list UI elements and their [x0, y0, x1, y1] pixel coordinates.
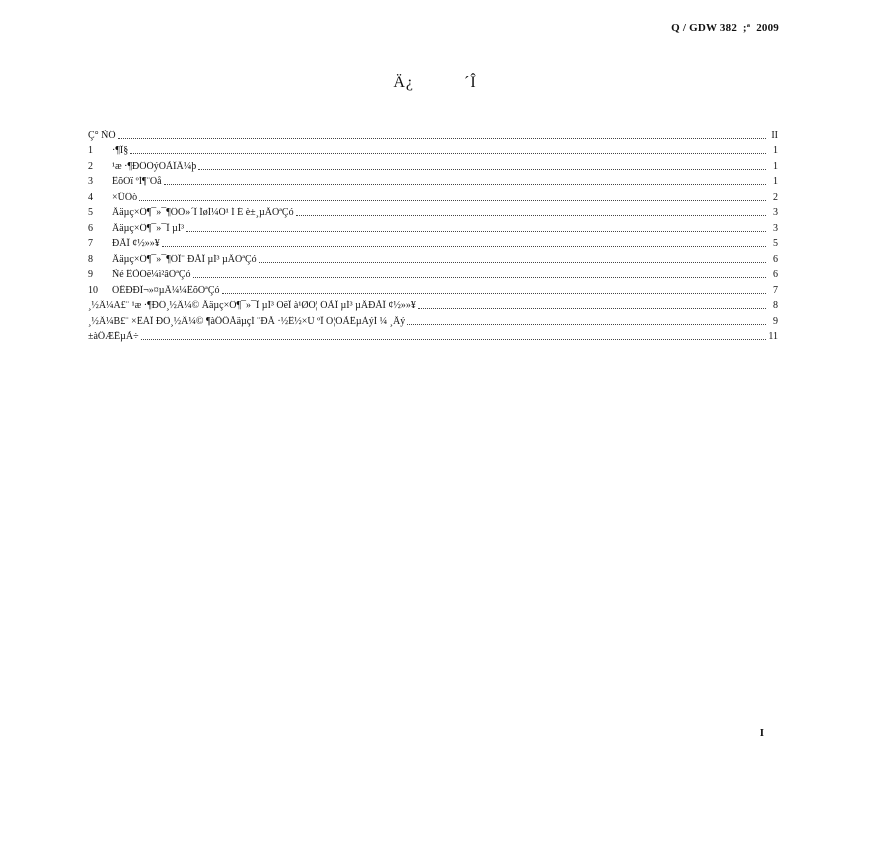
toc-leader-dots [418, 308, 766, 309]
toc-entry-page: 3 [773, 207, 778, 218]
toc-leader-dots [164, 184, 766, 185]
toc-leader-dots [259, 262, 766, 263]
toc-leader-dots [193, 277, 766, 278]
toc-entry-page: 5 [773, 238, 778, 249]
toc-entry-explanation[interactable] [88, 328, 778, 344]
toc-entry-4[interactable] [88, 188, 778, 204]
toc-leader-dots [222, 293, 767, 294]
toc-entry-page: 8 [773, 300, 778, 311]
toc-entry-8[interactable] [88, 250, 778, 266]
toc-entry-page: 1 [773, 145, 778, 156]
toc-entry-title: ×ÜÔò [112, 191, 138, 203]
toc-entry-5[interactable] [88, 204, 778, 220]
toc-entry-title: ÊõÓï ºÍ¶¨Òå [112, 176, 162, 187]
toc-entry-page: II [771, 129, 778, 141]
toc-leader-dots [296, 215, 766, 216]
standard-code: Q / GDW 382 ;ª 2009 [671, 22, 779, 34]
toc-entry-appendix-a[interactable] [88, 297, 778, 313]
toc-entry-number: 8 [88, 253, 93, 265]
toc-entry-number: 6 [88, 222, 93, 234]
toc-entry-title: ¸½Â¼A£¨ ¹æ ·¶ÐÔ¸½Â¼© Åäµç×Ô¶¯»¯Ï µÍ³ ÓëÏ à¹ØÓ¦ ÓÃÏ µÍ³ µÄÐÅÏ ¢½»»¥ [88, 300, 416, 311]
toc-entry-number: 5 [88, 207, 93, 218]
toc-entry-2[interactable] [88, 157, 778, 173]
toc-entry-title: Åäµç×Ô¶¯»¯¶ÔÒ»´Î ÍøÍ¼Ó¹ Í É è±¸µÄÒªÇó [112, 207, 294, 218]
toc-entry-number: 1 [88, 145, 93, 156]
toc-entry-number: 9 [88, 269, 93, 280]
toc-entry-page: 6 [773, 253, 778, 265]
toc-leader-dots [130, 153, 766, 154]
toc-entry-foreword[interactable] [88, 126, 778, 142]
toc-entry-title: ÐÅÏ ¢½»»¥ [112, 238, 160, 249]
toc-leader-dots [118, 138, 766, 139]
toc-entry-appendix-b[interactable] [88, 312, 778, 328]
toc-entry-page: 3 [773, 222, 778, 234]
toc-title: Ä¿ ´Î [393, 74, 477, 91]
toc-entry-page: 9 [773, 315, 778, 327]
toc-entry-title: Ç° ÑÔ [88, 129, 116, 141]
toc-leader-dots [186, 231, 766, 232]
toc-entry-3[interactable] [88, 173, 778, 189]
toc-entry-page: 1 [773, 160, 778, 172]
toc-entry-title: ±àÖÆËµÃ÷ [88, 331, 139, 342]
toc-entry-page: 11 [768, 331, 778, 342]
toc-leader-dots [141, 339, 766, 340]
toc-entry-6[interactable] [88, 219, 778, 235]
toc-entry-title: ·¶Î§ [112, 145, 129, 156]
toc-entry-title: ÔËÐÐÎ¬»¤µÄ¼¼ÊõÒªÇó [112, 284, 220, 296]
toc-entry-page: 2 [773, 191, 778, 203]
toc-entry-number: 2 [88, 160, 93, 172]
toc-entry-title: ¹æ ·¶ÐÔÒýÓÃÎÄ¼þ [112, 160, 197, 172]
toc-entry-title: Ñé ÊÕÓë¼ì²âÒªÇó [112, 269, 191, 280]
toc-entry-number: 3 [88, 176, 93, 187]
toc-entry-7[interactable] [88, 235, 778, 251]
toc-entry-page: 1 [773, 176, 778, 187]
toc-leader-dots [139, 200, 766, 201]
toc-entry-number: 4 [88, 191, 93, 203]
toc-leader-dots [198, 169, 766, 170]
page-number: I [759, 727, 764, 739]
toc-entry-10[interactable] [88, 281, 778, 297]
toc-entry-title: Åäµç×Ô¶¯»¯¶ÔÏ¨ ÐÅÏ µÍ³ µÄÒªÇó [112, 253, 257, 265]
toc-leader-dots [162, 246, 766, 247]
toc-entry-title: ¸½Â¼B£¨ ×ÊÁÏ ÐÔ¸½Â¼© ¶àÖÖÅäµçÍ ¨ÐÅ ·½Ê½×Û ºÏ Ó¦ÓÃÊµÀýÍ ¼ ¸Åý [88, 315, 406, 327]
toc-entry-page: 6 [773, 269, 778, 280]
toc-leader-dots [407, 324, 766, 325]
toc-entry-1[interactable] [88, 142, 778, 158]
toc-entry-number: 7 [88, 238, 93, 249]
toc-entry-page: 7 [773, 284, 778, 296]
toc-entry-title: Åäµç×Ô¶¯»¯Ï µÍ³ [112, 222, 185, 234]
table-of-contents [88, 126, 778, 343]
toc-entry-9[interactable] [88, 266, 778, 282]
toc-entry-number: 10 [88, 284, 98, 296]
